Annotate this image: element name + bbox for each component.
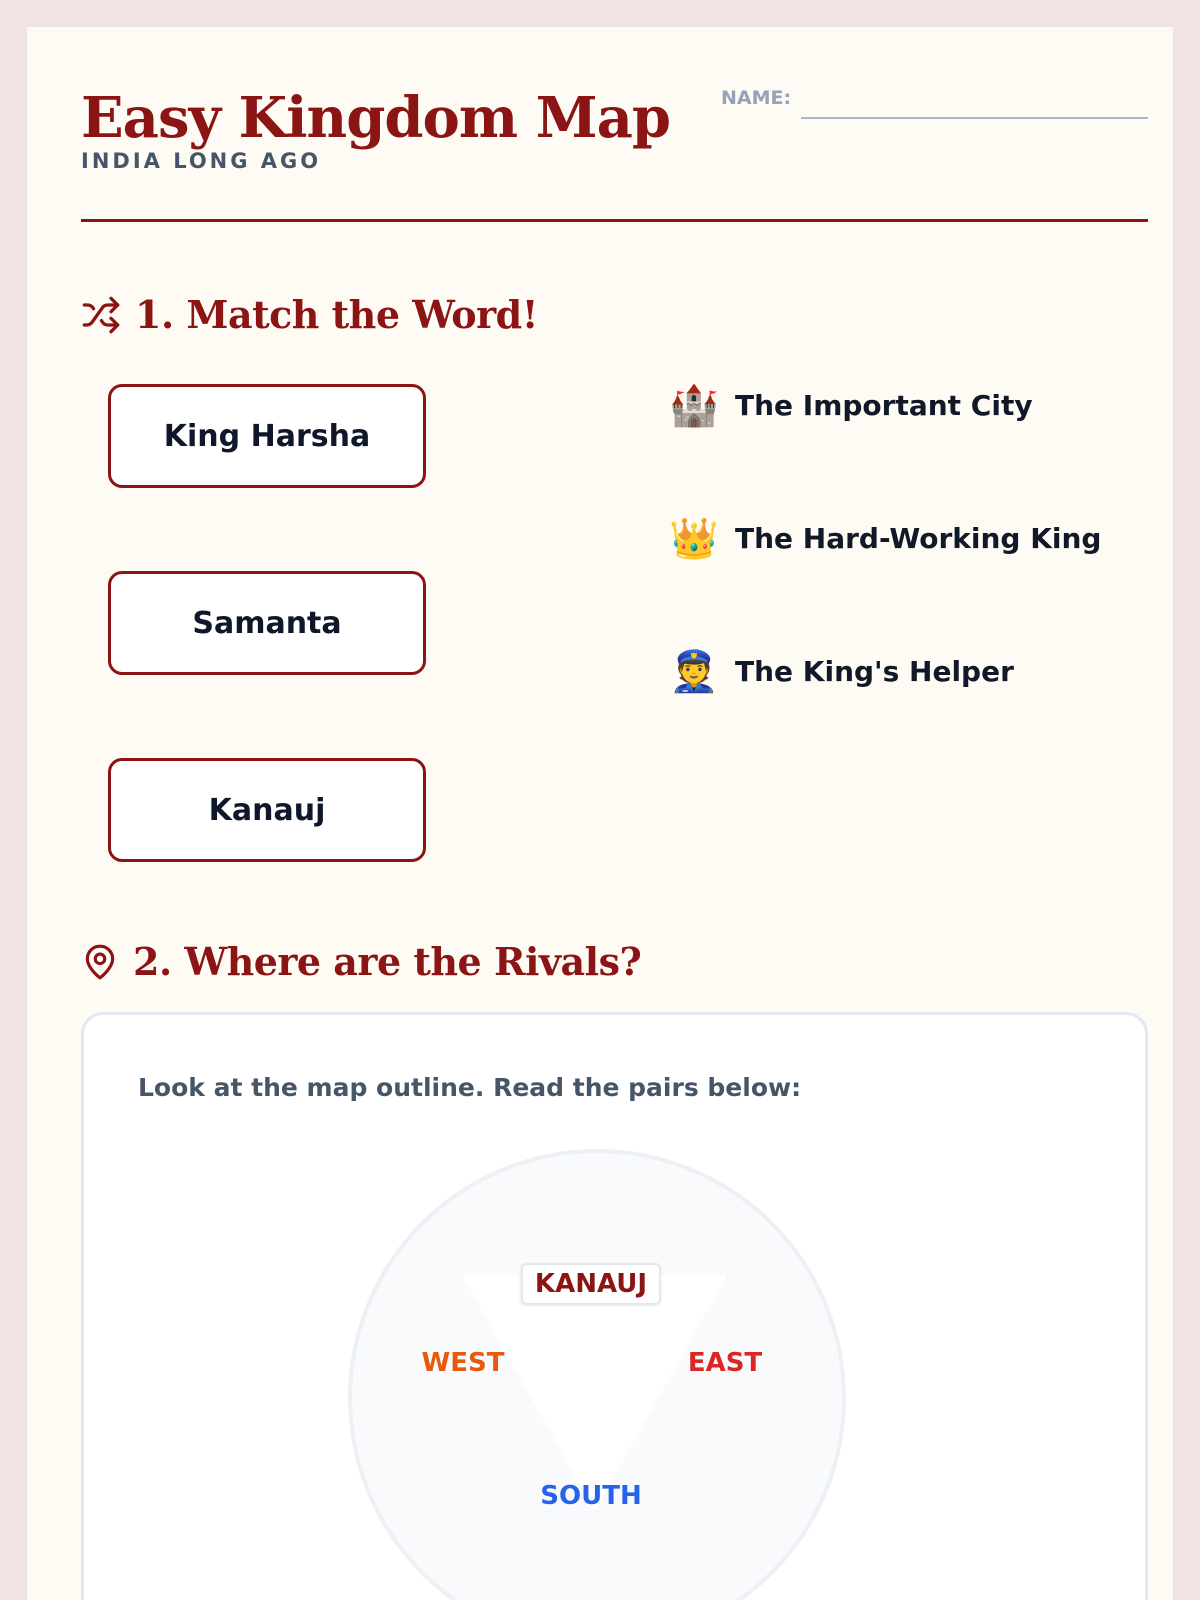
definition-text: The Important City bbox=[735, 389, 1033, 422]
map-label-east: EAST bbox=[687, 1348, 763, 1378]
section-rivals-label: 2. Where are the Rivals? bbox=[133, 939, 642, 984]
map-label-kanauj: KANAUJ bbox=[521, 1263, 661, 1305]
police-officer-icon: 👮 bbox=[669, 649, 719, 695]
map-instruction: Look at the map outline. Read the pairs below: bbox=[138, 1073, 802, 1102]
map-pin-icon bbox=[81, 943, 119, 981]
map-card bbox=[81, 1012, 1148, 1600]
section-match-title bbox=[81, 292, 538, 337]
crown-icon: 👑 bbox=[669, 516, 719, 562]
map-outline bbox=[347, 1148, 847, 1600]
page-title: Easy Kingdom Map bbox=[81, 85, 671, 151]
section-rivals-title bbox=[81, 939, 641, 984]
page-subtitle: INDIA LONG AGO bbox=[81, 149, 322, 173]
shuffle-icon bbox=[81, 295, 121, 335]
word-box-samanta[interactable]: Samanta bbox=[108, 571, 426, 675]
name-field[interactable] bbox=[801, 117, 1148, 119]
section-match-label: 1. Match the Word! bbox=[135, 292, 538, 337]
word-box-kanauj[interactable]: Kanauj bbox=[108, 758, 426, 862]
header-divider bbox=[81, 219, 1148, 222]
map-label-west: WEST bbox=[421, 1348, 505, 1378]
name-label: NAME: bbox=[721, 87, 792, 109]
map-label-south: SOUTH bbox=[540, 1481, 642, 1511]
definition-text: The King's Helper bbox=[735, 655, 1014, 688]
definition-hard-working-king[interactable] bbox=[667, 515, 1101, 562]
definition-important-city[interactable] bbox=[667, 382, 1033, 429]
word-box-king-harsha[interactable]: King Harsha bbox=[108, 384, 426, 488]
castle-icon: 🏰 bbox=[669, 383, 719, 429]
definition-kings-helper[interactable] bbox=[667, 648, 1014, 695]
definition-text: The Hard-Working King bbox=[735, 522, 1102, 555]
worksheet-page bbox=[27, 27, 1173, 1600]
